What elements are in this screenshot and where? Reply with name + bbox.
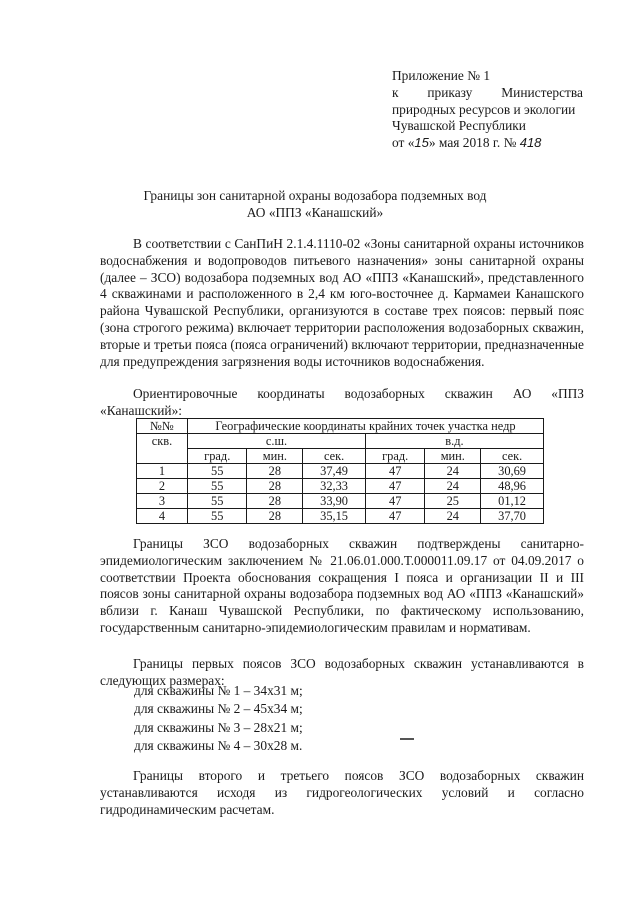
appendix-word-ministry: Министерства (501, 84, 583, 100)
header-deg: град. (188, 449, 247, 464)
paragraph-intro: В соответствии с СанПиН 2.1.4.1110-02 «Зоны санитарной охраны источников водоснабжения и водопроводов питьевого назначения» зоны санитарной охраны (далее – ЗСО) водозабора подземных вод АО «ППЗ «Канашский», представленного 4 скважинами и расположенного в 2,4 км юго-восточнее д. Кармамеи Канашского района Чувашской Республики, организуются в составе трех поясов: первый пояс (зона строгого режима) включает территории расположения водозаборных скважин, вторые и третьи пояса (пояса ограничений) включают территории, предназначенные для предупреждения загрязнения воды источников водоснабжения. (100, 236, 584, 369)
header-lon: в.д. (365, 434, 543, 449)
table-cell: 24 (425, 509, 481, 524)
table-cell: 47 (365, 464, 424, 479)
header-geo: Географические координаты крайних точек участка недр (188, 419, 544, 434)
table-header-row (137, 449, 544, 464)
header-min: мин. (247, 449, 303, 464)
date-suffix: » мая 2018 г. № (428, 135, 517, 151)
table-cell: 30,69 (481, 464, 544, 479)
paragraph-conclusion: Границы ЗСО водозаборных скважин подтверждены санитарно-эпидемиологическим заключением № 21.06.01.000.Т.000011.09.17 от 04.09.2017 о соответствии Проекта обоснования сокращения I пояса и организации II и III поясов зоны санитарной охраны водозабора подземных вод АО «ППЗ «Канашский» вблизи г. Канаш Чувашской Республики, по фактическому использованию, государственным санитарно-эпидемиологическим правилам и нормативам. (100, 536, 584, 635)
appendix-line-1: Приложение № 1 (392, 68, 491, 83)
paragraph-coordinates-intro: Ориентировочные координаты водозаборных скважин АО «ППЗ «Канашский»: (100, 386, 584, 418)
table-cell: 55 (188, 509, 247, 524)
coordinates-table (136, 418, 544, 524)
appendix-line-4: Чувашской Республики (392, 118, 526, 134)
title-line-2: АО «ППЗ «Канашский» (246, 204, 384, 220)
list-item: для скважины № 2 – 45х34 м; (134, 701, 303, 717)
table-row (137, 479, 544, 494)
table-cell: 3 (137, 494, 188, 509)
table-cell: 47 (365, 494, 424, 509)
date-prefix: от « (392, 135, 415, 151)
title-line-1: Границы зон санитарной охраны водозабора подземных вод (143, 188, 487, 203)
list-item: для скважины № 4 – 30х28 м. (134, 738, 303, 754)
table-cell: 48,96 (481, 479, 544, 494)
table-cell: 47 (365, 509, 424, 524)
appendix-line-3: природных ресурсов и экологии (392, 101, 576, 117)
paragraph-second-third-belts: Границы второго и третьего поясов ЗСО водозаборных скважин устанавливаются исходя из гидрогеологических условий и согласно гидродинамическим расчетам. (100, 768, 584, 817)
appendix-word-k: к (392, 84, 399, 100)
table-cell: 25 (425, 494, 481, 509)
table-cell: 55 (188, 479, 247, 494)
list-item: для скважины № 1 – 34х31 м; (134, 683, 303, 698)
table-cell: 28 (247, 464, 303, 479)
table-cell: 55 (188, 494, 247, 509)
table-row (137, 494, 544, 509)
table-cell: 37,49 (303, 464, 366, 479)
well-sizes-list (134, 682, 434, 756)
table-cell: 1 (137, 464, 188, 479)
header-min: мин. (425, 449, 481, 464)
table-header-row (137, 434, 544, 449)
table-cell: 28 (247, 494, 303, 509)
table-cell: 4 (137, 509, 188, 524)
table-row (137, 464, 544, 479)
table-cell: 35,15 (303, 509, 366, 524)
table-cell: 24 (425, 479, 481, 494)
table-cell: 47 (365, 479, 424, 494)
table-cell: 28 (247, 509, 303, 524)
order-number-handwritten: 418 (519, 135, 542, 151)
header-sec: сек. (481, 449, 544, 464)
table-cell: 28 (247, 479, 303, 494)
table-cell: 2 (137, 479, 188, 494)
table-cell: 37,70 (481, 509, 544, 524)
date-day-handwritten: 15 (414, 135, 429, 151)
paragraph-first-belts: Границы первых поясов ЗСО водозаборных скважин устанавливаются в следующих размерах: (100, 656, 584, 688)
appendix-header (392, 68, 592, 152)
header-lat: с.ш. (188, 434, 366, 449)
document-title (100, 188, 530, 221)
header-well: скв. (137, 434, 188, 464)
table-cell: 33,90 (303, 494, 366, 509)
table-row (137, 509, 544, 524)
table-cell: 55 (188, 464, 247, 479)
table-cell: 32,33 (303, 479, 366, 494)
appendix-word-order: приказу (427, 84, 473, 100)
scan-mark (400, 738, 414, 740)
appendix-date-line (392, 135, 592, 152)
table-cell: 01,12 (481, 494, 544, 509)
appendix-line-2 (392, 85, 583, 102)
table-cell: 24 (425, 464, 481, 479)
header-sec: сек. (303, 449, 366, 464)
table-header-row (137, 419, 544, 434)
list-item: для скважины № 3 – 28х21 м; (134, 719, 303, 735)
header-deg: град. (365, 449, 424, 464)
header-no: №№ (137, 419, 188, 434)
